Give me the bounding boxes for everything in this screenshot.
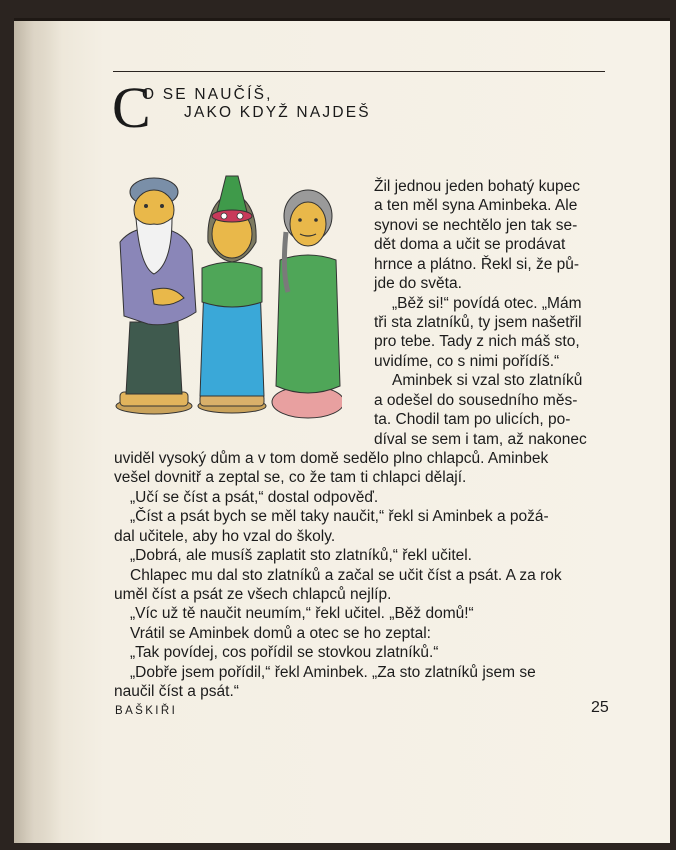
- text-line: díval se sem i tam, až nakonec: [374, 431, 587, 448]
- header-rule: [113, 71, 605, 72]
- text-line: naučil číst a psát.“: [114, 683, 239, 700]
- text-line: Chlapec mu dal sto zlatníků a začal se učit číst a psát. A za rok: [130, 567, 562, 584]
- text-line: tři sta zlatníků, ty jsem našetřil: [374, 314, 582, 331]
- text-line: „Víc už tě naučit neumím,“ řekl učitel. „Běž domů!“: [130, 605, 474, 622]
- page-gutter: [14, 21, 62, 843]
- woman-green-figure: [272, 190, 342, 418]
- woman-blue-figure: [198, 176, 266, 413]
- text-line: dal učitele, aby ho vzal do školy.: [114, 528, 336, 545]
- text-line: „Tak povídej, cos pořídil se stovkou zlatníků.“: [130, 644, 439, 661]
- text-line: ta. Chodil tam po ulicích, po-: [374, 411, 571, 428]
- text-line: uviděl vysoký dům a v tom domě sedělo plno chlapců. Aminbek: [114, 450, 549, 467]
- text-line: jde do světa.: [374, 275, 462, 292]
- text-line: Vrátil se Aminbek domů a otec se ho zeptal:: [130, 625, 431, 642]
- chapter-title-line-2: JAKO KDYŽ NAJDEŠ: [184, 104, 371, 121]
- text-line: Aminbek si vzal sto zlatníků: [392, 372, 583, 389]
- drop-cap: C: [112, 75, 151, 140]
- text-line: pro tebe. Tady z nich máš sto,: [374, 333, 580, 350]
- text-line: „Dobře jsem pořídil,“ řekl Aminbek. „Za sto zlatníků jsem se: [130, 664, 536, 681]
- chapter-title-line-1: O SE NAUČÍŠ,: [142, 86, 273, 103]
- text-line: synovi se nechtělo jen tak se-: [374, 217, 578, 234]
- text-line: uměl číst a psát ze všech chlapců nejlíp.: [114, 586, 392, 603]
- text-line: a odešel do sousedního měs-: [374, 392, 578, 409]
- old-man-figure: [116, 178, 196, 414]
- running-footer-section: BAŠKIŘI: [115, 705, 178, 717]
- text-line: „Číst a psát bych se měl taky naučit,“ řekl si Aminbek a požá-: [130, 508, 549, 525]
- page-number: 25: [591, 699, 609, 716]
- folk-figures-illustration: [112, 172, 342, 422]
- text-line: a ten měl syna Aminbeka. Ale: [374, 197, 578, 214]
- text-line: uvidíme, co s nimi pořídíš.“: [374, 353, 560, 370]
- text-line: hrnce a plátno. Řekl si, že pů-: [374, 256, 580, 273]
- text-line: Žil jednou jeden bohatý kupec: [374, 178, 580, 195]
- text-line: vešel dovnitř a zeptal se, co že tam ti chlapci dělají.: [114, 469, 467, 486]
- text-line: dět doma a učit se prodávat: [374, 236, 566, 253]
- text-line: „Učí se číst a psát,“ dostal odpověď.: [130, 489, 379, 506]
- text-line: „Běž si!“ povídá otec. „Mám: [392, 295, 582, 312]
- text-line: „Dobrá, ale musíš zaplatit sto zlatníků,“ řekl učitel.: [130, 547, 472, 564]
